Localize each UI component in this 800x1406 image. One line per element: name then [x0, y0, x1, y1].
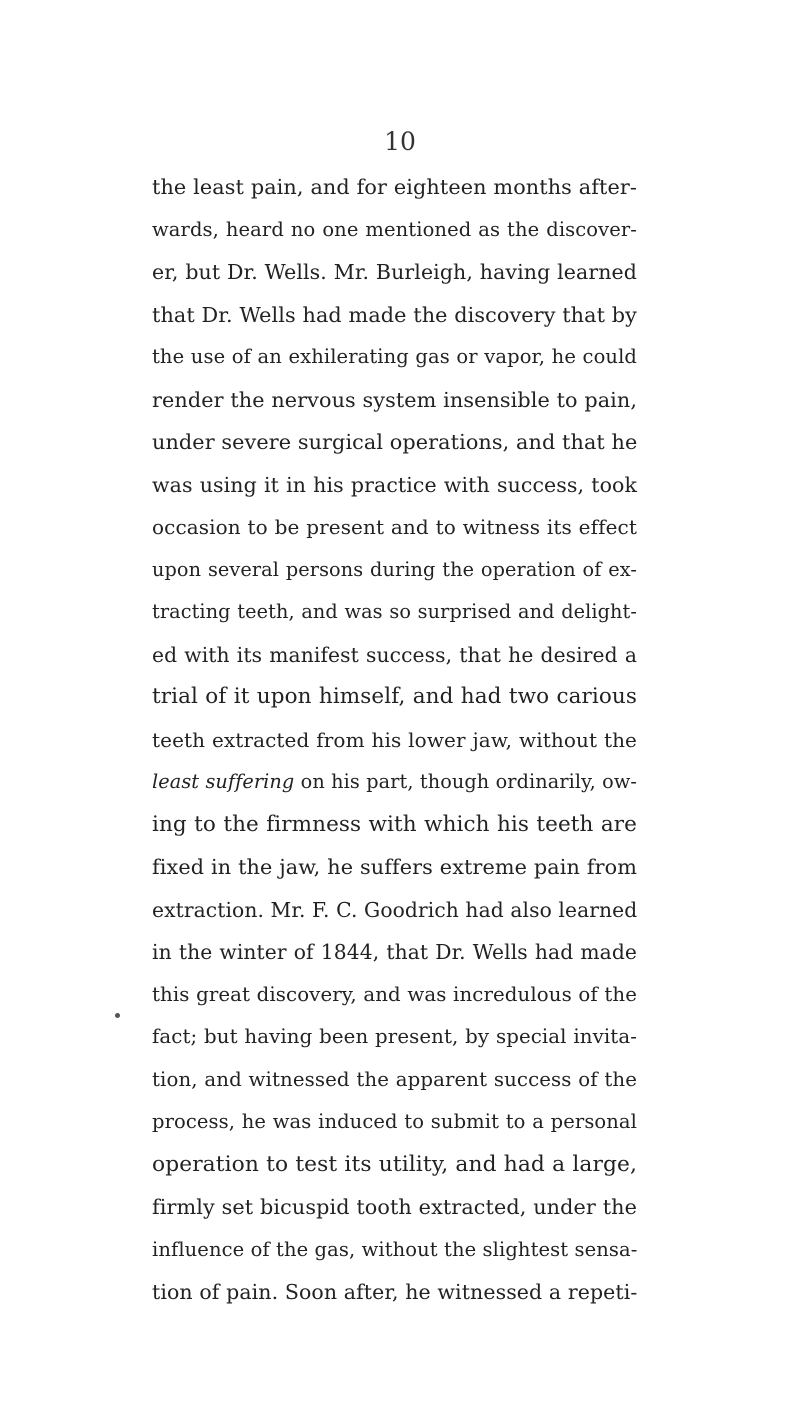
text-line: process, he was induced to submit to a personal — [152, 1110, 637, 1133]
margin-mark — [115, 1013, 120, 1018]
italic-emphasis: least suffering — [152, 770, 295, 793]
text-line: render the nervous system insensible to pain, — [152, 387, 638, 412]
text-line: under severe surgical operations, and that he — [152, 430, 638, 454]
text-line: occasion to be present and to witness its effect — [152, 515, 637, 539]
text-line: this great discovery, and was incredulous of the — [152, 982, 637, 1006]
text-line: in the winter of 1844, that Dr. Wells had made — [152, 940, 637, 964]
text-line: firmly set bicuspid tooth extracted, under the — [152, 1195, 637, 1219]
text-line: trial of it upon himself, and had two carious — [152, 684, 637, 709]
body-text — [152, 166, 637, 1314]
text-line: upon several persons during the operation of ex- — [152, 557, 637, 581]
text-line: fact; but having been present, by special invita- — [152, 1025, 637, 1048]
text-line: least suffering on his part, though ordinarily, ow- — [152, 770, 637, 793]
text-line: operation to test its utility, and had a large, — [152, 1151, 637, 1177]
text-line: fixed in the jaw, he suffers extreme pain from — [152, 855, 637, 879]
text-line: the use of an exhilerating gas or vapor, he could — [152, 345, 637, 368]
text-line: that Dr. Wells had made the discovery that by — [152, 302, 637, 327]
text-line: extraction. Mr. F. C. Goodrich had also learned — [152, 897, 638, 922]
text-line: tracting teeth, and was so surprised and delight- — [152, 600, 637, 623]
text-line: teeth extracted from his lower jaw, without the — [152, 727, 637, 752]
text-line: ed with its manifest success, that he desired a — [152, 642, 637, 667]
text-line: was using it in his practice with success, took — [152, 472, 637, 497]
text-line: the least pain, and for eighteen months after- — [152, 175, 637, 199]
text-line: tion of pain. Soon after, he witnessed a repeti- — [152, 1280, 638, 1304]
text-line: tion, and witnessed the apparent success of the — [152, 1067, 637, 1091]
text-line: er, but Dr. Wells. Mr. Burleigh, having learned — [152, 260, 637, 284]
text-line: influence of the gas, without the slightest sensa- — [152, 1237, 638, 1261]
text-line: wards, heard no one mentioned as the discover- — [152, 217, 637, 241]
text-line: ing to the firmness with which his teeth are — [152, 811, 637, 837]
page-number: 10 — [384, 127, 416, 156]
